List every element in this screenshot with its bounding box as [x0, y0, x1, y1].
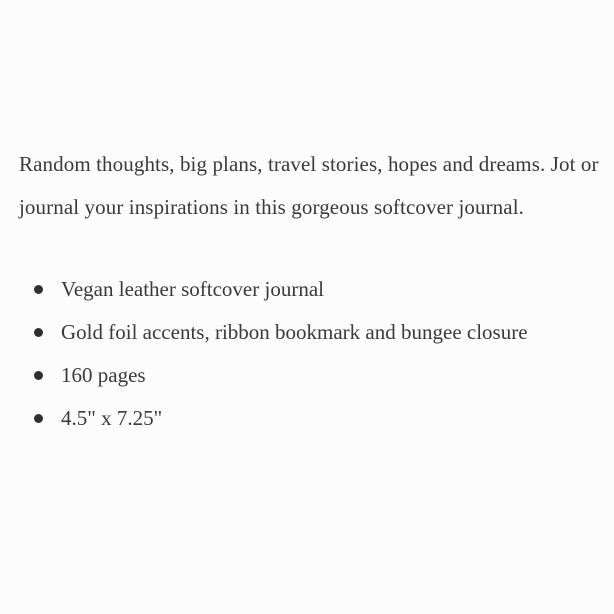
bullet-icon — [34, 285, 43, 294]
feature-list — [19, 268, 599, 440]
bullet-icon — [34, 371, 43, 380]
feature-label: 4.5" x 7.25" — [61, 406, 163, 430]
feature-label: Gold foil accents, ribbon bookmark and bungee closure — [61, 320, 528, 344]
bullet-icon — [34, 414, 43, 423]
feature-label: 160 pages — [61, 363, 146, 387]
feature-label: Vegan leather softcover journal — [61, 277, 324, 301]
intro-paragraph: Random thoughts, big plans, travel stories, hopes and dreams. Jot or journal your inspirations in this gorgeous softcover journal. — [19, 152, 599, 219]
feature-item-size — [19, 397, 599, 440]
feature-item-pages — [19, 354, 599, 397]
feature-item-details — [19, 311, 599, 354]
bullet-icon — [34, 328, 43, 337]
feature-item-material — [19, 268, 599, 311]
product-description — [19, 143, 599, 440]
